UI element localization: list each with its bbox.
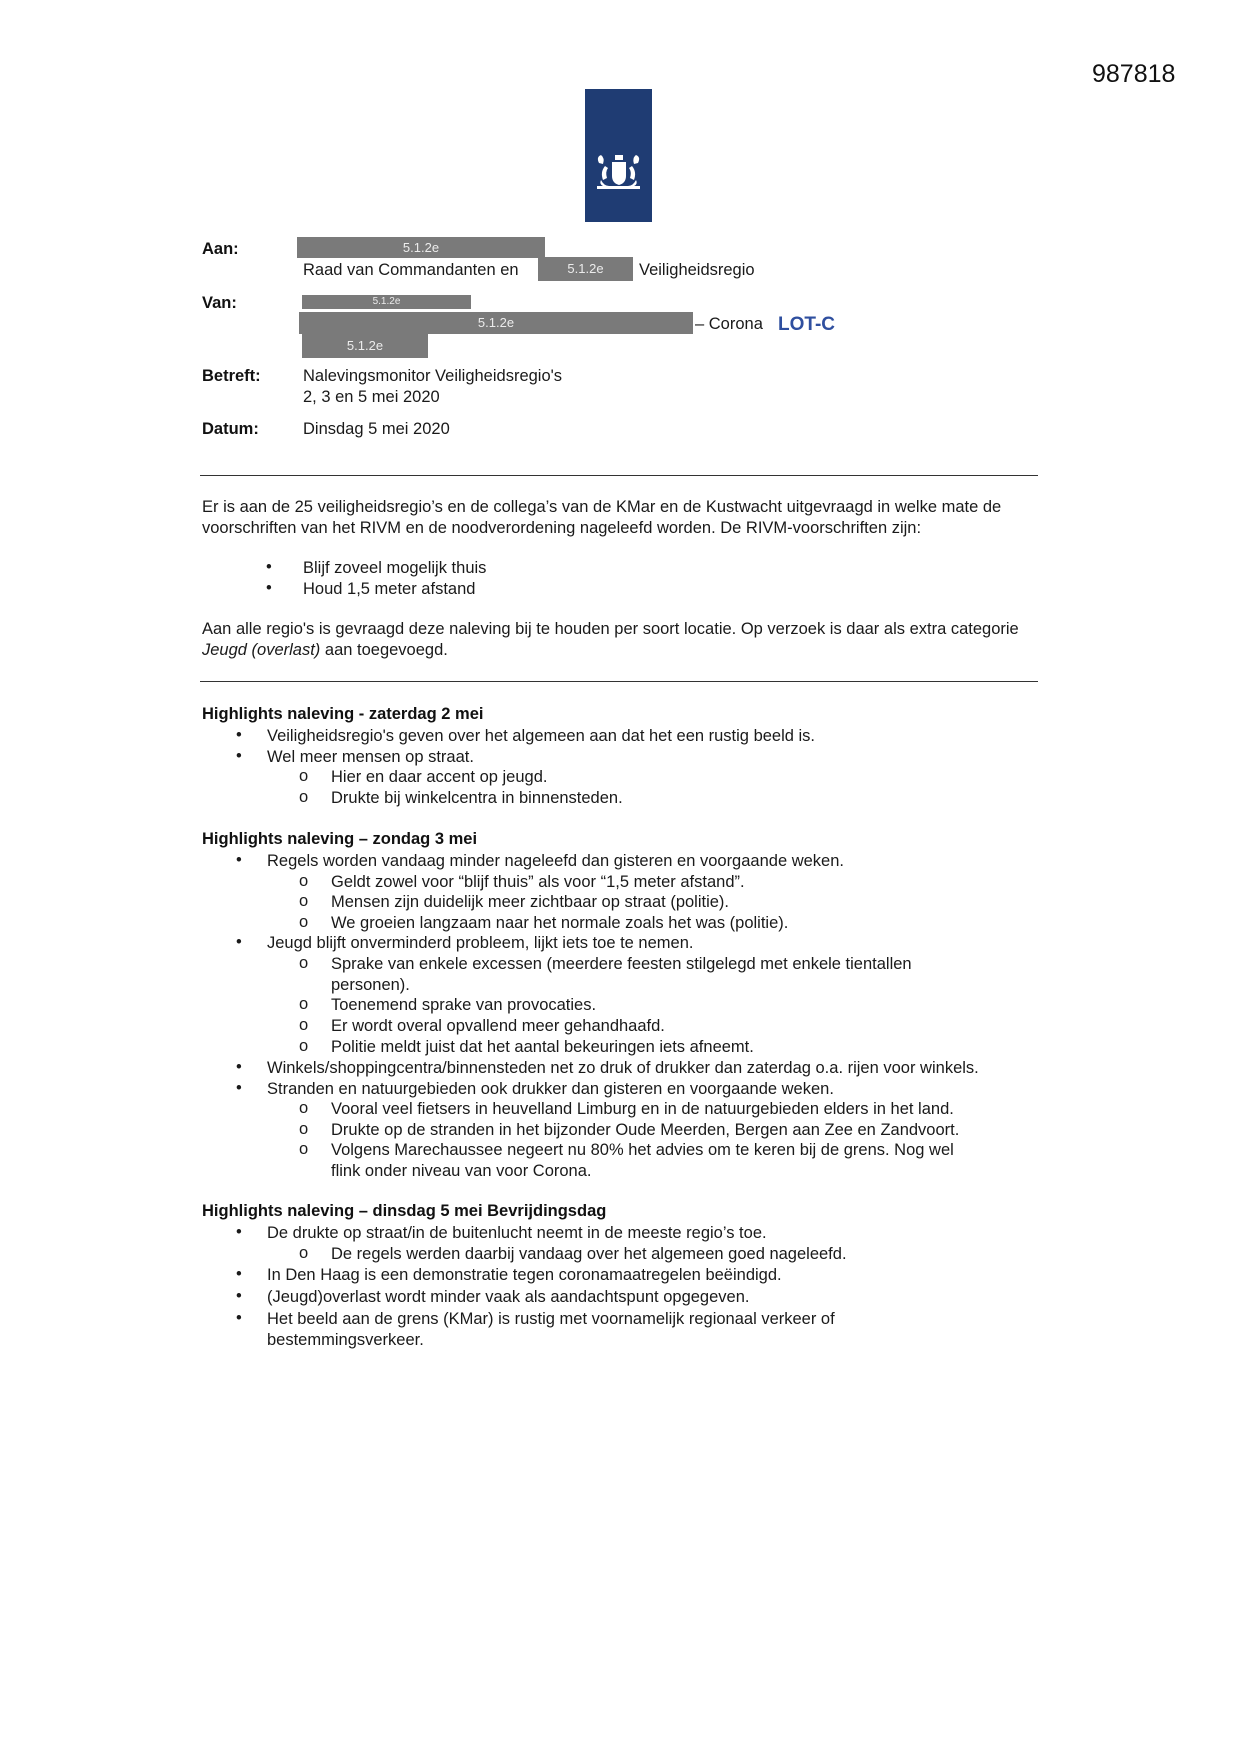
- list-item: Het beeld aan de grens (KMar) is rustig met voornamelijk regionaal verkeer of bestemmingsverkeer.: [267, 1310, 835, 1349]
- sub-list-item: Sprake van enkele excessen (meerdere feesten stilgelegd met enkele tientallen personen).: [331, 955, 912, 994]
- sub-list-item: Drukte op de stranden in het bijzonder Oude Meerden, Bergen aan Zee en Zandvoort.: [331, 1121, 960, 1139]
- bullet-marker: •: [236, 1287, 242, 1305]
- list-item: In Den Haag is een demonstratie tegen coronamaatregelen beëindigd.: [267, 1266, 782, 1284]
- sub-bullet-marker: o: [299, 1037, 309, 1055]
- redaction-box: 5.1.2e: [302, 295, 471, 309]
- bullet-marker: •: [236, 1079, 242, 1097]
- datum-value: Dinsdag 5 mei 2020: [303, 420, 450, 438]
- bullet-marker: •: [236, 933, 242, 951]
- sub-bullet-marker: o: [299, 1099, 309, 1117]
- bullet-marker: •: [236, 1309, 242, 1327]
- list-item: Winkels/shoppingcentra/binnensteden net zo druk of drukker dan zaterdag o.a. rijen voor winkels.: [267, 1059, 979, 1077]
- sub-list-item: Geldt zowel voor “blijf thuis” als voor “1,5 meter afstand”.: [331, 873, 745, 891]
- rule-item: Blijf zoveel mogelijk thuis: [303, 559, 487, 577]
- betreft-line1: Nalevingsmonitor Veiligheidsregio's: [303, 367, 563, 385]
- sub-bullet-marker: o: [299, 872, 309, 890]
- coat-of-arms-icon: [585, 89, 652, 222]
- sub-bullet-marker: o: [299, 1016, 309, 1034]
- bullet-marker: •: [266, 558, 272, 576]
- intro-paragraph-2: Aan alle regio's is gevraagd deze naleving bij te houden per soort locatie. Op verzoek is daar als extra categorie Jeugd (overlast) aan toegevoegd.: [202, 620, 1019, 659]
- rule-item: Houd 1,5 meter afstand: [303, 580, 476, 598]
- bullet-marker: •: [236, 747, 242, 765]
- sub-bullet-marker: o: [299, 913, 309, 931]
- government-logo: [585, 89, 652, 222]
- sub-list-item: Hier en daar accent op jeugd.: [331, 768, 548, 786]
- category-emphasis: Jeugd (overlast): [202, 640, 321, 659]
- sub-list-item: Toenemend sprake van provocaties.: [331, 996, 597, 1014]
- intro-paragraph: Er is aan de 25 veiligheidsregio’s en de collega’s van de KMar en de Kustwacht uitgevraagd in welke mate de voorschriften van het RIVM en de noodverordening nageleefd worden. De RIVM-voorschriften zijn:: [202, 498, 1002, 537]
- aan-label: Aan:: [202, 240, 239, 258]
- sub-list-item: De regels werden daarbij vandaag over het algemeen goed nageleefd.: [331, 1245, 847, 1263]
- section-title: Highlights naleving – zondag 3 mei: [202, 830, 478, 848]
- aan-recipient-text: Raad van Commandanten en: [303, 261, 519, 279]
- sub-list-item: Politie meldt juist dat het aantal bekeuringen iets afneemt.: [331, 1038, 754, 1056]
- van-corona-text: – Corona: [695, 315, 763, 333]
- list-item: Wel meer mensen op straat.: [267, 748, 474, 766]
- list-item: Stranden en natuurgebieden ook drukker dan gisteren en voorgaande weken.: [267, 1080, 834, 1098]
- aan-recipient-suffix: Veiligheidsregio: [639, 261, 755, 279]
- section-title: Highlights naleving - zaterdag 2 mei: [202, 705, 484, 723]
- divider: [200, 681, 1038, 682]
- list-item: Jeugd blijft onverminderd probleem, lijkt iets toe te nemen.: [267, 934, 694, 952]
- redaction-box: 5.1.2e: [299, 312, 693, 334]
- sub-list-item: Mensen zijn duidelijk meer zichtbaar op straat (politie).: [331, 893, 730, 911]
- van-label: Van:: [202, 294, 237, 312]
- document-number: 987818: [1092, 60, 1176, 88]
- sub-list-item: Drukte bij winkelcentra in binnensteden.: [331, 789, 623, 807]
- sub-bullet-marker: o: [299, 954, 309, 972]
- sub-bullet-marker: o: [299, 1140, 309, 1158]
- sub-list-item: Vooral veel fietsers in heuvelland Limburg en in de natuurgebieden elders in het land.: [331, 1100, 954, 1118]
- list-item: De drukte op straat/in de buitenlucht neemt in de meeste regio’s toe.: [267, 1224, 767, 1242]
- datum-label: Datum:: [202, 420, 259, 438]
- sub-list-item: Er wordt overal opvallend meer gehandhaafd.: [331, 1017, 665, 1035]
- redaction-box: 5.1.2e: [302, 334, 428, 358]
- list-item: (Jeugd)overlast wordt minder vaak als aandachtspunt opgegeven.: [267, 1288, 750, 1306]
- sub-bullet-marker: o: [299, 892, 309, 910]
- bullet-marker: •: [236, 851, 242, 869]
- bullet-marker: •: [236, 1265, 242, 1283]
- bullet-marker: •: [236, 1058, 242, 1076]
- redaction-box: 5.1.2e: [297, 237, 545, 258]
- divider: [200, 475, 1038, 476]
- betreft-label: Betreft:: [202, 367, 261, 385]
- sub-bullet-marker: o: [299, 1120, 309, 1138]
- sub-list-item: We groeien langzaam naar het normale zoals het was (politie).: [331, 914, 789, 932]
- sub-bullet-marker: o: [299, 995, 309, 1013]
- betreft-line2: 2, 3 en 5 mei 2020: [303, 388, 440, 406]
- lot-c-logo: LOT-C: [778, 314, 835, 335]
- bullet-marker: •: [266, 579, 272, 597]
- sub-bullet-marker: o: [299, 1244, 309, 1262]
- list-item: Veiligheidsregio's geven over het algemeen aan dat het een rustig beeld is.: [267, 727, 816, 745]
- bullet-marker: •: [236, 1223, 242, 1241]
- section-title: Highlights naleving – dinsdag 5 mei Bevrijdingsdag: [202, 1202, 607, 1220]
- bullet-marker: •: [236, 726, 242, 744]
- sub-bullet-marker: o: [299, 788, 309, 806]
- sub-bullet-marker: o: [299, 767, 309, 785]
- redaction-box: 5.1.2e: [538, 257, 633, 281]
- list-item: Regels worden vandaag minder nageleefd dan gisteren en voorgaande weken.: [267, 852, 844, 870]
- sub-list-item: Volgens Marechaussee negeert nu 80% het advies om te keren bij de grens. Nog wel flink onder niveau van voor Corona.: [331, 1141, 954, 1180]
